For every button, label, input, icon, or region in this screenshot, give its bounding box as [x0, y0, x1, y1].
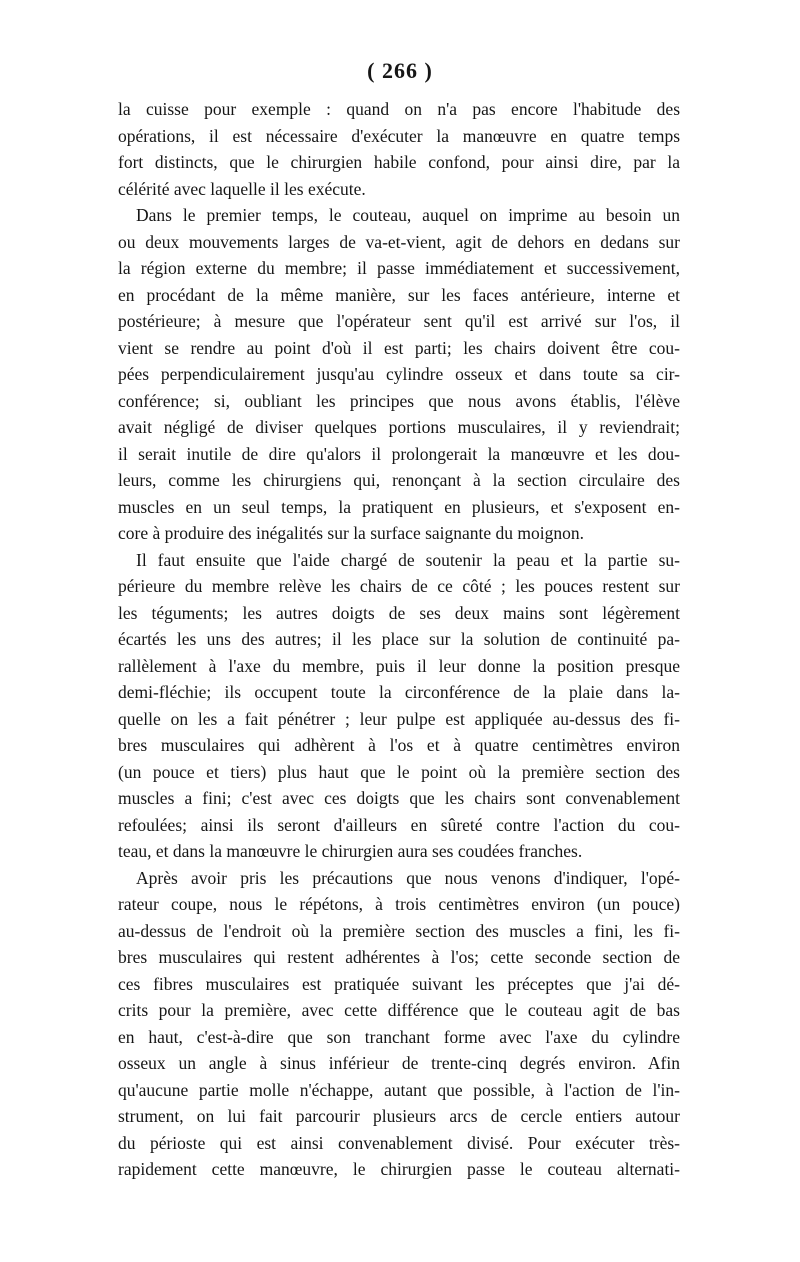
page-number: ( 266 ): [367, 58, 433, 83]
text-line: muscles en un seul temps, la pratiquent en plusieurs, et s'exposent en-: [118, 496, 680, 517]
text-line: qu'aucune partie molle n'échappe, autant que possible, à l'action de l'in-: [118, 1079, 680, 1100]
text-line: avait négligé de diviser quelques portions musculaires, il y reviendrait;: [118, 417, 680, 437]
text-line: périeure du membre relève les chairs de ce côté ; les pouces restent sur: [118, 576, 680, 596]
text-line: muscles a fini; c'est avec ces doigts que les chairs sont convenablement: [118, 788, 680, 808]
text-line: osseux un angle à sinus inférieur de trente-cinq degrés environ. Afin: [118, 1053, 680, 1073]
text-line: Après avoir pris les précautions que nous venons d'indiquer, l'opé-: [136, 867, 680, 888]
text-line: ces fibres musculaires est pratiquée suivant les préceptes que j'ai dé-: [118, 973, 680, 994]
text-line: leurs, comme les chirurgiens qui, renonçant à la section circulaire des: [118, 470, 680, 490]
text-line: opérations, il est nécessaire d'exécuter la manœuvre en quatre temps: [118, 125, 680, 146]
text-line: il serait inutile de dire qu'alors il prolongerait la manœuvre et les dou-: [118, 443, 680, 464]
text-line: vient se rendre au point d'où il est parti; les chairs doivent être cou-: [118, 337, 680, 358]
body-text: [118, 96, 680, 1183]
text-line: du périoste qui est ainsi convenablement divisé. Pour exécuter très-: [118, 1132, 680, 1153]
text-line: rateur coupe, nous le répétons, à trois centimètres environ (un pouce): [118, 894, 680, 914]
text-line: fort distincts, que le chirurgien habile confond, pour ainsi dire, par la: [118, 152, 680, 172]
text-line: (un pouce et tiers) plus haut que le point où la première section des: [118, 761, 680, 782]
paragraph: [118, 96, 680, 202]
paragraph: [118, 865, 680, 1183]
text-line: teau, et dans la manœuvre le chirurgien aura ses coudées franches.: [118, 841, 583, 861]
text-line: conférence; si, oubliant les principes que nous avons établis, l'élève: [118, 390, 680, 411]
text-line: pées perpendiculairement jusqu'au cylindre osseux et dans toute sa cir-: [118, 364, 680, 384]
text-line: les téguments; les autres doigts de ses deux mains sont légèrement: [118, 602, 680, 623]
text-line: bres musculaires qui adhèrent à l'os et à quatre centimètres environ: [118, 735, 680, 755]
text-line: la cuisse pour exemple : quand on n'a pas encore l'habitude des: [118, 99, 680, 119]
text-line: refoulées; ainsi ils seront d'ailleurs en sûreté contre l'action du cou-: [118, 814, 680, 835]
text-line: rallèlement à l'axe du membre, puis il leur donne la position presque: [118, 655, 680, 676]
text-line: en procédant de la même manière, sur les faces antérieure, interne et: [118, 284, 680, 305]
text-line: quelle on les a fait pénétrer ; leur pulpe est appliquée au-dessus des fi-: [118, 708, 680, 729]
text-line: en haut, c'est-à-dire que son tranchant forme avec l'axe du cylindre: [118, 1026, 680, 1047]
text-line: célérité avec laquelle il les exécute.: [118, 178, 366, 199]
text-line: demi-fléchie; ils occupent toute la circonférence de la plaie dans la-: [118, 682, 680, 702]
text-line: postérieure; à mesure que l'opérateur sent qu'il est arrivé sur l'os, il: [118, 311, 680, 331]
text-line: rapidement cette manœuvre, le chirurgien passe le couteau alternati-: [118, 1159, 680, 1179]
text-line: au-dessus de l'endroit où la première section des muscles a fini, les fi-: [118, 920, 680, 941]
text-line: ou deux mouvements larges de va-et-vient, agit de dehors en dedans sur: [118, 231, 680, 252]
paragraph: [118, 547, 680, 865]
text-line: Dans le premier temps, le couteau, auquel on imprime au besoin un: [136, 205, 680, 225]
text-line: core à produire des inégalités sur la surface saignante du moignon.: [118, 523, 585, 543]
text-line: strument, on lui fait parcourir plusieurs arcs de cercle entiers autour: [118, 1106, 680, 1126]
text-line: écartés les uns des autres; il les place sur la solution de continuité pa-: [118, 629, 680, 649]
text-line: bres musculaires qui restent adhérentes à l'os; cette seconde section de: [118, 947, 680, 967]
text-line: crits pour la première, avec cette différence que le couteau agit de bas: [118, 1000, 680, 1020]
paragraph: [118, 202, 680, 547]
text-line: Il faut ensuite que l'aide chargé de soutenir la peau et la partie su-: [136, 549, 680, 570]
text-line: la région externe du membre; il passe immédiatement et successivement,: [118, 258, 680, 278]
